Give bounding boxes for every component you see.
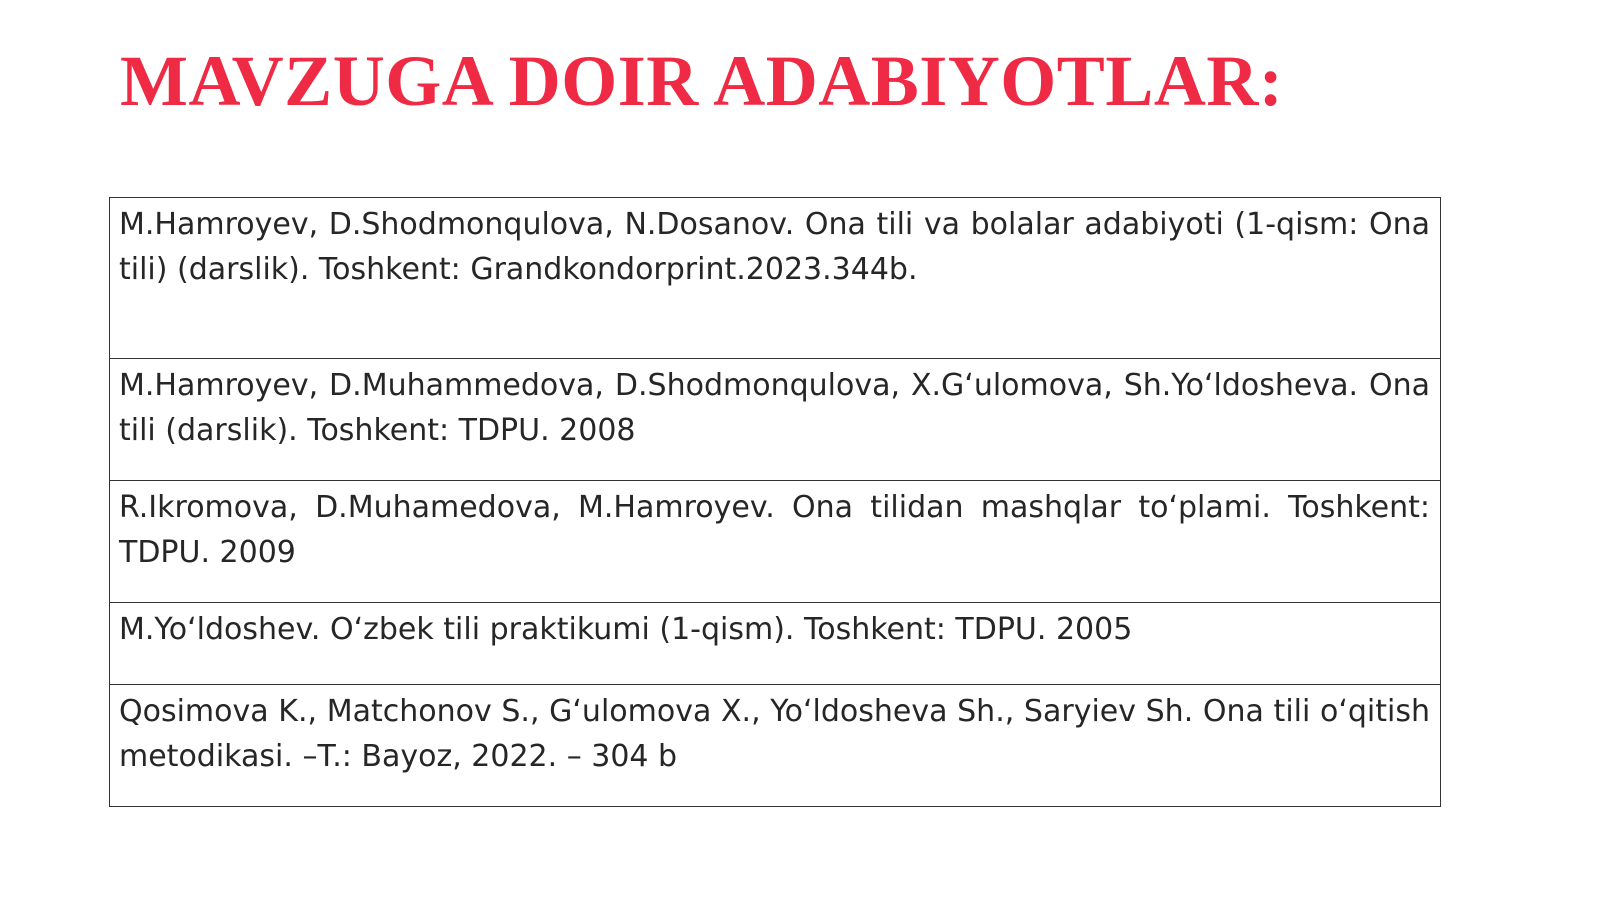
table-row <box>110 198 1441 359</box>
table-row <box>110 685 1441 807</box>
reference-item-4: M.Yo‘ldoshev. O‘zbek tili praktikumi (1-qism). Toshkent: TDPU. 2005 <box>110 603 1441 685</box>
reference-item-5: Qosimova K., Matchonov S., G‘ulomova X., Yo‘ldosheva Sh., Saryiev Sh. Ona tili o‘qitish metodikasi. –T.: Bayoz, 2022. – 304 b <box>110 685 1441 807</box>
table-row <box>110 359 1441 481</box>
reference-item-2: M.Hamroyev, D.Muhammedova, D.Shodmonqulova, X.G‘ulomova, Sh.Yo‘ldosheva. Ona tili (darslik). Toshkent: TDPU. 2008 <box>110 359 1441 481</box>
table-row <box>110 603 1441 685</box>
reference-item-3: R.Ikromova, D.Muhamedova, M.Hamroyev. Ona tilidan mashqlar to‘plami. Toshkent: TDPU. 2009 <box>110 481 1441 603</box>
reference-item-1: M.Hamroyev, D.Shodmonqulova, N.Dosanov. Ona tili va bolalar adabiyoti (1-qism: Ona tili) (darslik). Toshkent: Grandkondorprint.2023.344b. <box>110 198 1441 359</box>
references-table <box>109 197 1441 807</box>
table-row <box>110 481 1441 603</box>
slide-title: MAVZUGA DOIR ADABIYOTLAR: <box>120 41 1284 121</box>
